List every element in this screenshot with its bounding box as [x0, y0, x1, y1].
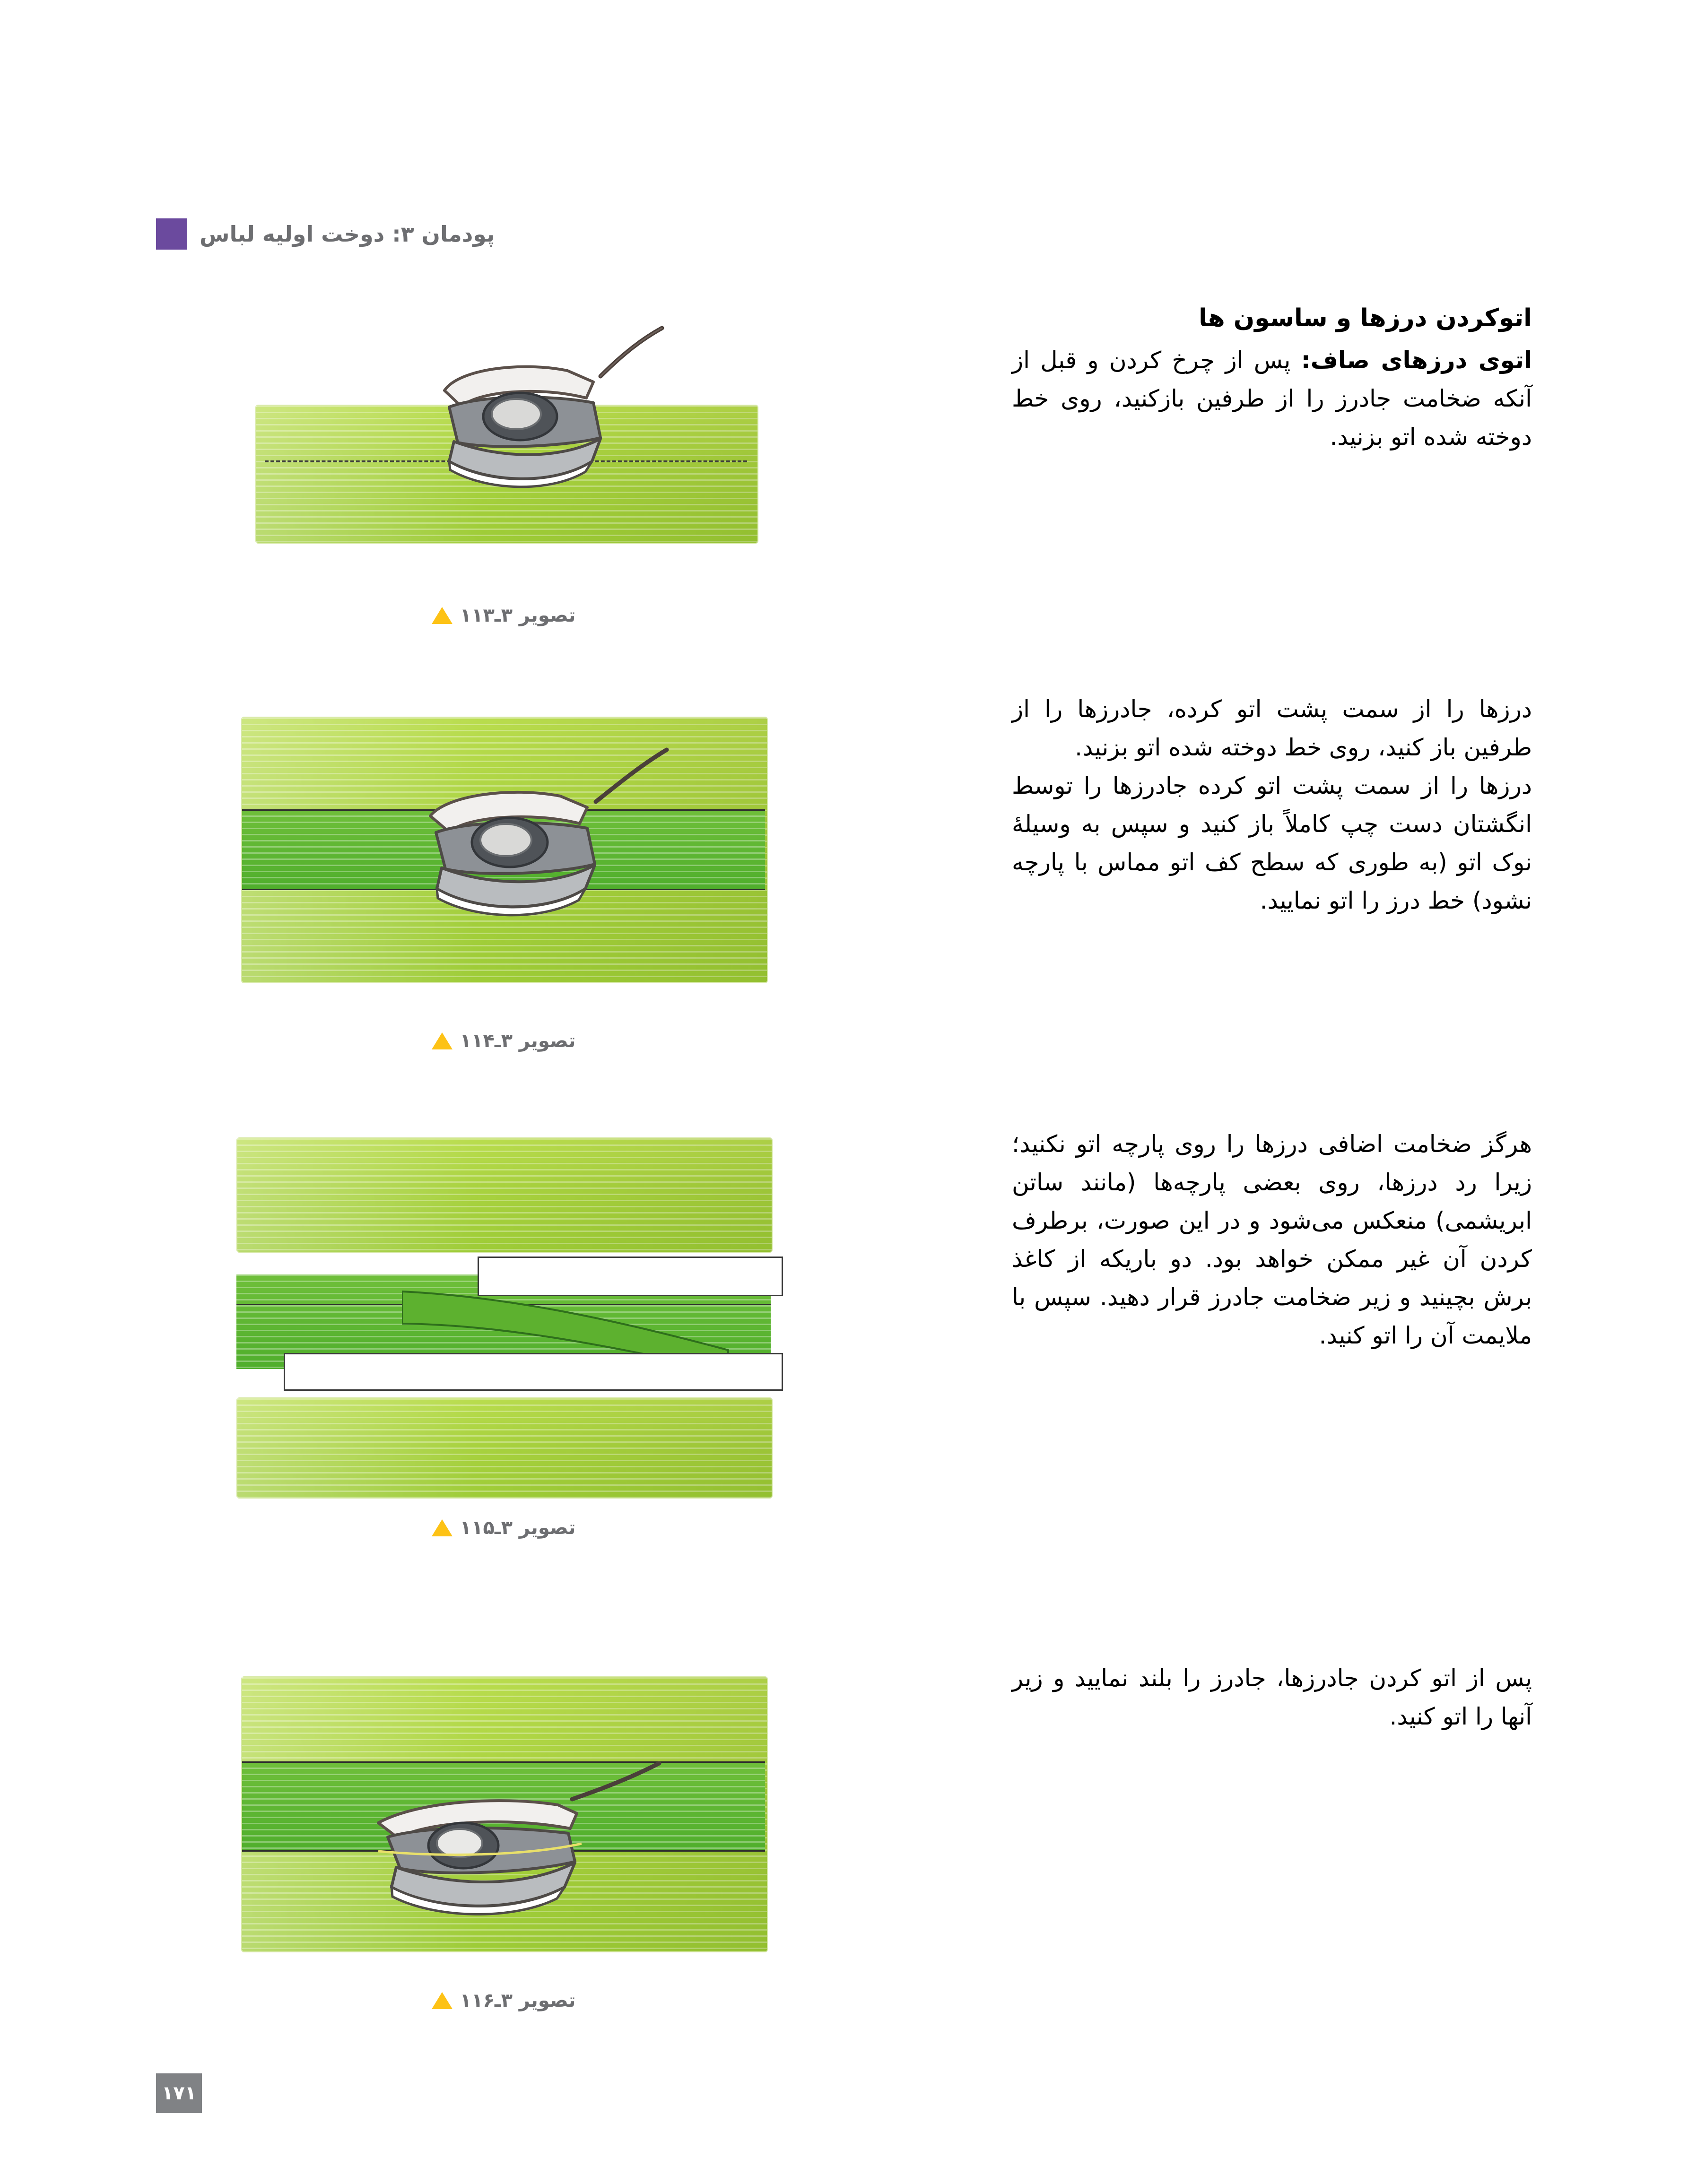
figure-116-art — [222, 1667, 785, 1979]
iron-cord — [600, 328, 662, 376]
fabric-lower — [236, 1397, 773, 1499]
iron-cord — [596, 750, 667, 802]
fabric-sheen — [237, 1398, 772, 1498]
header-title: پودمان ۳: دوخت اولیه لباس — [200, 221, 495, 247]
content-row-2 — [156, 690, 1532, 1097]
caption-text: تصویر ۳ـ۱۱۶ — [460, 1990, 576, 2011]
text-column-4 — [1012, 1659, 1532, 1736]
figure-column-4 — [241, 1659, 804, 2018]
content-row-3 — [156, 1125, 1532, 1626]
iron-illustration — [359, 736, 681, 958]
paragraph-2b: درزها را از سمت پشت اتو کرده جادرزها را توسط انگشتان دست چپ کاملاً باز کنید و سپس به وسیلۀ نوک اتو (به طوری که سطح کف اتو مماس با پارچه نشود) خط درز را اتو نمایید. — [1012, 772, 1532, 914]
figure-115 — [222, 1133, 785, 1537]
content-row-4 — [156, 1659, 1532, 2085]
paragraph-4: پس از اتو کردن جادرزها، جادرز را بلند نمایید و زیر آنها را اتو کنید. — [1012, 1664, 1532, 1730]
paragraph-1 — [1012, 341, 1532, 456]
caption-triangle-icon — [432, 607, 452, 624]
paragraph-1-body: پس از چرخ کردن و قبل از آنکه ضخامت جادرز را از طرفین بازکنید، روی خط دوخته شده اتو بزنید. — [1012, 346, 1532, 451]
iron-illustration — [307, 1742, 667, 1950]
content-row-1 — [156, 303, 1532, 681]
figure-column-3 — [241, 1125, 804, 1545]
fabric-sheen — [237, 1138, 772, 1252]
fabric-upper — [236, 1137, 773, 1253]
fabric-ridges-icon — [237, 1138, 772, 1252]
figure-113-caption — [222, 606, 785, 625]
iron-illustration — [378, 320, 686, 537]
paper-strip-upper — [478, 1257, 783, 1296]
paragraph-2a: درزها را از سمت پشت اتو کرده، جادرزها را از طرفین باز کنید، روی خط دوخته شده اتو بزنید. — [1012, 695, 1532, 761]
running-header — [156, 215, 655, 253]
lead-term-1: اتوی درزهای صاف: — [1301, 346, 1532, 374]
text-column-2 — [1012, 690, 1532, 920]
iron-dial-face — [480, 824, 531, 856]
figure-115-art — [222, 1133, 785, 1506]
figure-114-art — [222, 698, 785, 1019]
header-marker-square — [156, 218, 187, 250]
figure-column-1 — [241, 303, 804, 633]
figure-114-caption — [222, 1031, 785, 1050]
section-heading-ironing: اتوکردن درزها و ساسون ها — [1199, 304, 1532, 332]
iron-dial-face — [492, 399, 541, 429]
figure-115-caption — [222, 1518, 785, 1537]
iron-dial-face — [437, 1829, 482, 1857]
figure-114 — [222, 698, 785, 1050]
figure-113-art — [222, 310, 785, 594]
paragraph-3: هرگز ضخامت اضافی درزها را روی پارچه اتو نکنید؛ زیرا رد درزها، روی بعضی پارچه‌ها (مانند ساتن ابریشمی) منعکس می‌شود و در این صورت، برطرف کردن آن غیر ممکن خواهد بود. دو باریکه از کاغذ برش بچینید و زیر ضخامت جادرز قرار دهید. سپس با ملایمت آن را اتو کنید. — [1012, 1130, 1532, 1349]
figure-113 — [222, 310, 785, 625]
figure-116 — [222, 1667, 785, 2010]
iron-cord — [572, 1763, 659, 1799]
fabric-ridges-icon — [237, 1398, 772, 1498]
text-column-1 — [1012, 303, 1532, 456]
caption-text: تصویر ۳ـ۱۱۴ — [460, 1030, 576, 1052]
caption-triangle-icon — [432, 1032, 452, 1049]
text-column-3 — [1012, 1125, 1532, 1355]
page-number-badge: ۱۷۱ — [156, 2073, 202, 2113]
figure-column-2 — [241, 690, 804, 1058]
caption-triangle-icon — [432, 1519, 452, 1536]
page-content — [156, 303, 1532, 2042]
paper-strip-lower — [284, 1353, 783, 1391]
figure-116-caption — [222, 1991, 785, 2010]
caption-text: تصویر ۳ـ۱۱۳ — [460, 605, 576, 626]
caption-text: تصویر ۳ـ۱۱۵ — [460, 1517, 576, 1539]
caption-triangle-icon — [432, 1992, 452, 2009]
